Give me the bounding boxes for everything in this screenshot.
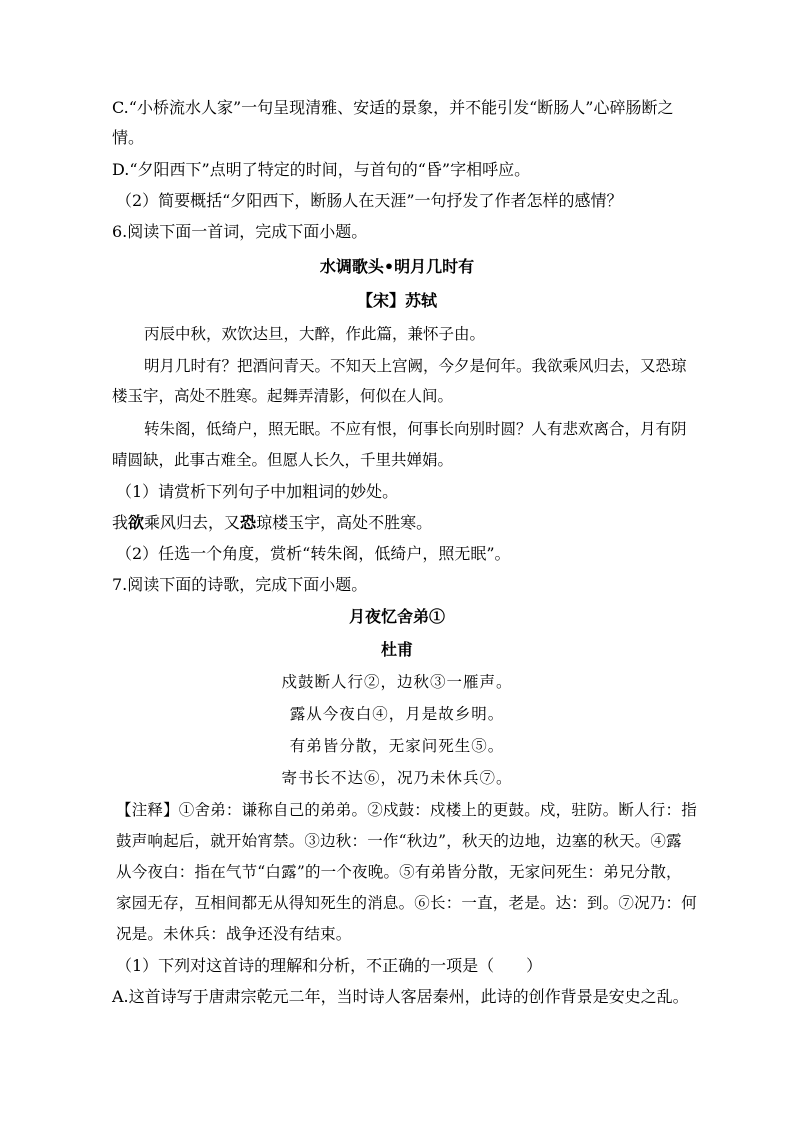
question-6-1-sentence [112, 512, 432, 534]
bold-word-yu: 欲 [128, 513, 145, 532]
notes-line-3: 从今夜白：指在气节“白露”的一个夜晚。⑤有弟皆分散，无家问死生：弟兄分散， [116, 863, 682, 881]
sentence-part-post: 琼楼玉宇，高处不胜寒。 [256, 513, 433, 532]
option-c-line1: C.“小桥流水人家”一句呈现清雅、安适的景象，并不能引发“断肠人”心碎肠断之 [112, 98, 674, 117]
question-6-1: （1）请赏析下列句子中加粗词的妙处。 [116, 482, 399, 501]
poem-line-3: 有弟皆分散，无家问死生⑤。 [289, 737, 505, 755]
ci-title: 水调歌头•明月几时有 [319, 257, 475, 276]
question-6-heading: 6.阅读下面一首词，完成下面小题。 [112, 222, 368, 241]
question-5-2: （2）简要概括“夕阳西下，断肠人在天涯”一句抒发了作者怎样的感情？ [116, 191, 623, 210]
poem-author: 杜甫 [380, 640, 413, 659]
poem-line-2: 露从今夜白④，月是故乡明。 [289, 705, 505, 723]
question-7-1: （1）下列对这首诗的理解和分析，不正确的一项是（ ） [116, 956, 543, 975]
option-c-line2: 情。 [112, 128, 145, 147]
ci-para2-line2: 晴圆缺，此事古难全。但愿人长久，千里共婵娟。 [112, 451, 454, 469]
ci-para1-line1: 明月几时有？把酒问青天。不知天上宫阙，今夕是何年。我欲乘风归去，又恐琼 [144, 357, 687, 375]
bold-word-kong: 恐 [240, 513, 257, 532]
ci-preface: 丙辰中秋，欢饮达旦，大醉，作此篇，兼怀子由。 [144, 325, 486, 343]
sentence-part-pre: 我 [112, 513, 129, 532]
ci-para2-line1: 转朱阁，低绮户，照无眠。不应有恨，何事长向别时圆？人有悲欢离合，月有阴 [144, 420, 687, 438]
option-d: D.“夕阳西下”点明了特定的时间，与首句的“昏”字相呼应。 [112, 160, 531, 179]
sentence-part-mid: 乘风归去，又 [144, 513, 241, 532]
poem-line-4: 寄书长不达⑥，况乃未休兵⑦。 [281, 769, 513, 787]
notes-line-5: 况是。未休兵：战争还没有结束。 [116, 925, 352, 943]
option-a: A.这首诗写于唐肃宗乾元二年，当时诗人客居秦州，此诗的创作背景是安史之乱。 [112, 987, 689, 1006]
ci-author: 【宋】苏轼 [356, 291, 437, 310]
notes-line-4: 家园无存，互相间都无从得知死生的消息。⑥长：一直，老是。达：到。⑦况乃：何 [116, 894, 697, 912]
ci-para1-line2: 楼玉宇，高处不胜寒。起舞弄清影，何似在人间。 [112, 387, 454, 405]
notes-line-1: 【注释】①舍弟：谦称自己的弟弟。②戍鼓：戍楼上的更鼓。戍，驻防。断人行：指 [116, 801, 697, 819]
question-6-2: （2）任选一个角度，赏析“转朱阁，低绮户，照无眠”。 [116, 544, 511, 563]
poem-line-1: 戍鼓断人行②，边秋③一雁声。 [281, 673, 513, 691]
poem-title: 月夜忆舍弟① [348, 607, 445, 626]
question-7-heading: 7.阅读下面的诗歌，完成下面小题。 [112, 575, 368, 594]
notes-line-2: 鼓声响起后，就开始宵禁。③边秋：一作“秋边”，秋天的边地，边塞的秋天。④露 [116, 832, 682, 850]
